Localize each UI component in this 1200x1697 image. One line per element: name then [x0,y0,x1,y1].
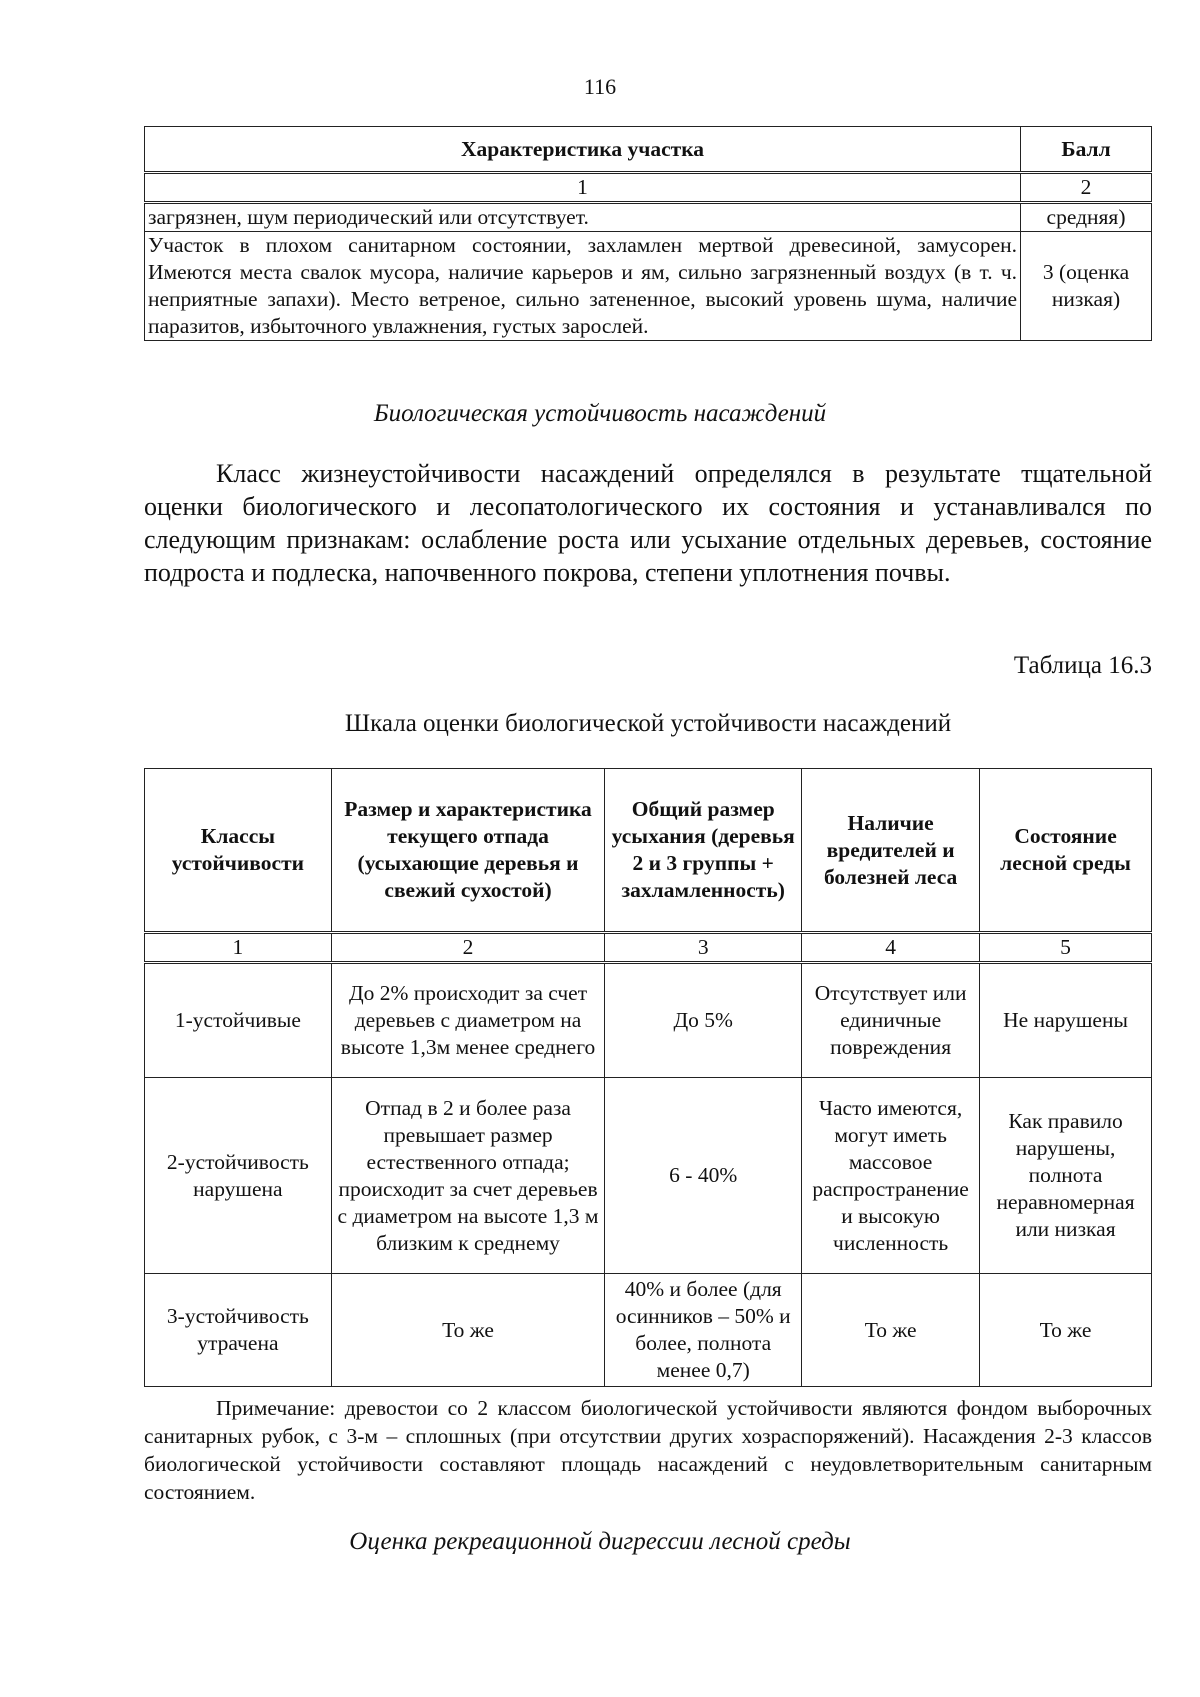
table-cell: Отпад в 2 и более раза превышает размер естественного отпада; происходит за счет деревьев с диаметром на высоте 1,3 м близким к среднему [331,1078,605,1274]
table-row [145,963,1152,1078]
column-number: 2 [1021,173,1152,203]
section-heading: Биологическая устойчивость насаждений [373,400,827,427]
table-cell: Участок в плохом санитарном состоянии, захламлен мертвой древесиной, замусорен. Имеются места свалок мусора, наличие карьеров и ям, сильно загрязненный воздух (в т. ч. неприятные запахи). Место ветреное, сильно затененное, высокий уровень шума, наличие паразитов, избыточного увлажнения, густых зарослей. [145,232,1021,341]
table-cell: загрязнен, шум периодический или отсутствует. [145,203,1021,232]
table-cell: 3 (оценка низкая) [1021,232,1152,341]
column-header: Размер и характеристика текущего отпада (усыхающие деревья и свежий сухостой) [331,769,605,933]
table-cell: До 2% происходит за счет деревьев с диаметром на высоте 1,3м менее среднего [331,963,605,1078]
column-number-row [145,173,1152,203]
column-header: Состояние лесной среды [980,769,1152,933]
column-number: 1 [145,173,1021,203]
column-header: Характеристика участка [145,127,1021,173]
column-header: Классы устойчивости [145,769,332,933]
table-cell: Часто имеются, могут иметь массовое распространение и высокую численность [802,1078,980,1274]
table-cell: 6 - 40% [605,1078,802,1274]
table-cell: Отсутствует или единичные повреждения [802,963,980,1078]
body-paragraph: Класс жизнеустойчивости насаждений определялся в результате тщательной оценки биологического и лесопатологического их состояния и устанавливался по следующим признакам: ослабление роста или усыхание отдельных деревьев, состояние подроста и подлеска, напочвенного покрова, степени уплотнения почвы. [144,459,1152,587]
page-number: 116 [583,74,617,99]
table-cell: 2-устойчивость нарушена [145,1078,332,1274]
column-number: 5 [980,933,1152,963]
table-row [145,232,1152,341]
column-number: 2 [331,933,605,963]
table-note: Примечание: древостои со 2 классом биологической устойчивости являются фондом выборочных санитарных рубок, с 3-м – сплошных (при отсутствии других хозраспоряжений). Насаждения 2-3 классов биологической устойчивости составляют площадь насаждений с неудовлетворительным санитарным состоянием. [144,1396,1152,1504]
table-header-row [145,127,1152,173]
table-cell: 1-устойчивые [145,963,332,1078]
table-cell: Не нарушены [980,963,1152,1078]
table-number: Таблица 16.3 [1013,652,1152,679]
column-header: Общий размер усыхания (деревья 2 и 3 группы + захламленность) [605,769,802,933]
column-number: 1 [145,933,332,963]
table-cell: 40% и более (для осинников – 50% и более, полнота менее 0,7) [605,1274,802,1387]
table-cell: То же [980,1274,1152,1387]
table-row [145,1078,1152,1274]
table-cell: Как правило нарушены, полнота неравномерная или низкая [980,1078,1152,1274]
column-number: 4 [802,933,980,963]
table-header-row [145,769,1152,933]
table-cell: 3-устойчивость утрачена [145,1274,332,1387]
table-title: Шкала оценки биологической устойчивости насаждений [344,710,952,737]
table-row [145,203,1152,232]
column-number: 3 [605,933,802,963]
biological-stability-table [144,768,1152,1387]
site-characteristics-table [144,126,1152,341]
column-header: Наличие вредителей и болезней леса [802,769,980,933]
table-cell: То же [802,1274,980,1387]
column-number-row [145,933,1152,963]
section-heading: Оценка рекреационной дигрессии лесной среды [349,1528,851,1555]
table-cell: средняя) [1021,203,1152,232]
table-row [145,1274,1152,1387]
table-cell: То же [331,1274,605,1387]
column-header: Балл [1021,127,1152,173]
table-cell: До 5% [605,963,802,1078]
